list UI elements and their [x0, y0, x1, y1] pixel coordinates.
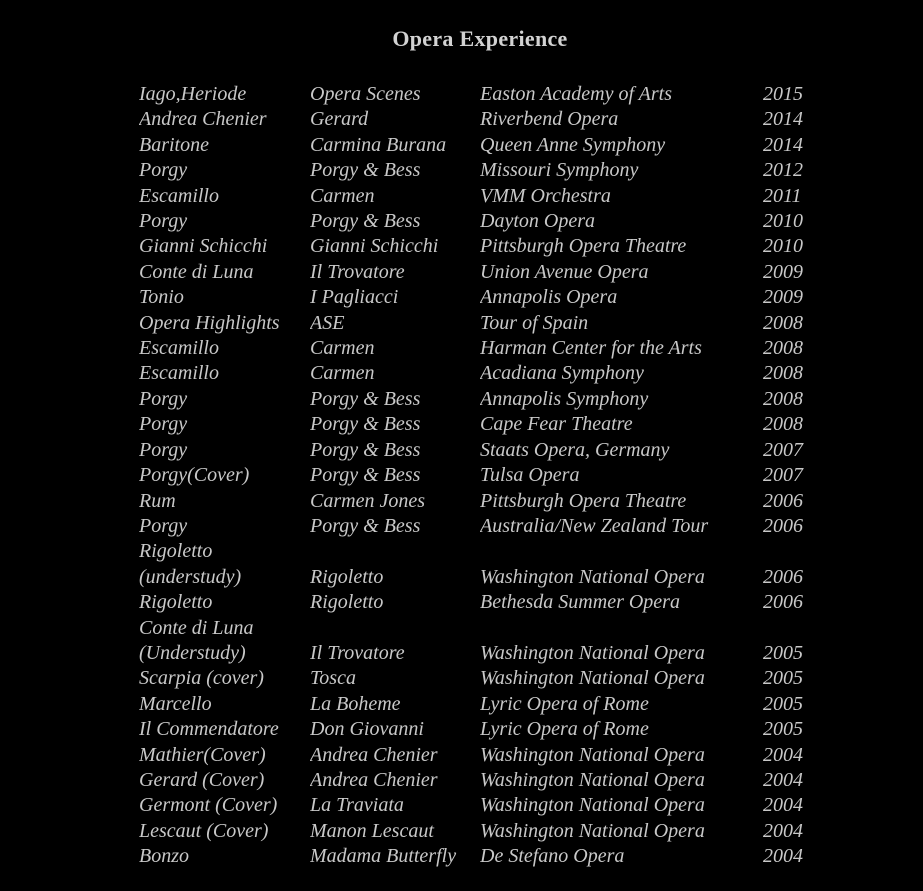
- table-row: [139, 844, 829, 869]
- table-row: [139, 336, 829, 361]
- company-cell: Washington National Opera: [480, 667, 705, 690]
- opera-cell: Rigoletto: [310, 565, 384, 588]
- company-cell: Missouri Symphony: [480, 159, 639, 182]
- role-cell: Marcello: [139, 692, 212, 715]
- year-cell: 2009: [763, 286, 803, 309]
- opera-cell: Madama Butterfly: [310, 845, 457, 868]
- role-cell: Escamillo: [139, 184, 219, 207]
- opera-cell: Carmen: [310, 337, 375, 360]
- role-cell: Porgy(Cover): [139, 464, 250, 487]
- table-row: [139, 133, 829, 158]
- role-cell: (Understudy): [139, 641, 246, 664]
- role-cell: Escamillo: [139, 362, 219, 385]
- year-cell: 2015: [763, 83, 803, 105]
- table-row: [139, 260, 829, 285]
- year-cell: 2014: [763, 108, 803, 131]
- year-cell: 2005: [763, 667, 803, 690]
- table-row: [139, 819, 829, 844]
- table-row: [139, 82, 829, 107]
- company-cell: Annapolis Opera: [480, 286, 618, 309]
- role-cell: Rigoletto: [139, 591, 213, 614]
- opera-cell: Porgy & Bess: [310, 413, 421, 436]
- company-cell: Easton Academy of Arts: [480, 83, 673, 105]
- company-cell: Washington National Opera: [480, 743, 705, 766]
- year-cell: 2005: [763, 692, 803, 715]
- year-cell: 2004: [763, 768, 803, 791]
- table-row: [139, 234, 829, 259]
- table-row: [139, 692, 829, 717]
- company-cell: Tour of Spain: [480, 311, 589, 334]
- opera-cell: Carmen: [310, 362, 375, 385]
- role-cell: Germont (Cover): [139, 794, 278, 817]
- table-row: [139, 743, 829, 768]
- role-cell: Escamillo: [139, 337, 219, 360]
- year-cell: 2005: [763, 641, 803, 664]
- company-cell: Pittsburgh Opera Theatre: [480, 235, 687, 258]
- opera-cell: La Traviata: [310, 794, 404, 817]
- role-cell: Porgy: [139, 438, 188, 461]
- role-cell: Rum: [139, 489, 176, 512]
- company-cell: [480, 616, 763, 641]
- role-cell: Andrea Chenier: [139, 108, 267, 131]
- table-row: [139, 641, 829, 666]
- table-row: [139, 184, 829, 209]
- role-cell: Opera Highlights: [139, 311, 280, 334]
- table-row: [139, 158, 829, 183]
- year-cell: 2005: [763, 718, 803, 741]
- table-row: [139, 565, 829, 590]
- year-cell: 2011: [763, 184, 802, 207]
- opera-cell: Andrea Chenier: [310, 768, 438, 791]
- role-cell: Gerard (Cover): [139, 768, 265, 791]
- page-title: Opera Experience: [392, 26, 568, 51]
- opera-cell: ASE: [310, 311, 345, 334]
- year-cell: 2014: [763, 133, 803, 156]
- year-cell: 2004: [763, 743, 803, 766]
- company-cell: De Stefano Opera: [480, 845, 625, 868]
- table-row: [139, 590, 829, 615]
- table-row: [139, 717, 829, 742]
- company-cell: [480, 539, 763, 564]
- opera-cell: Porgy & Bess: [310, 514, 421, 537]
- year-cell: 2008: [763, 362, 803, 385]
- opera-cell: Porgy & Bess: [310, 210, 421, 233]
- year-cell: 2008: [763, 337, 803, 360]
- company-cell: Riverbend Opera: [480, 108, 619, 131]
- year-cell: 2006: [763, 514, 803, 537]
- year-cell: 2012: [763, 159, 803, 182]
- year-cell: 2004: [763, 819, 803, 842]
- company-cell: Acadiana Symphony: [480, 362, 644, 385]
- year-cell: [763, 539, 823, 564]
- year-cell: 2004: [763, 794, 803, 817]
- role-cell: Lescaut (Cover): [139, 819, 269, 842]
- table-row: [139, 463, 829, 488]
- company-cell: Staats Opera, Germany: [480, 438, 670, 461]
- opera-cell: Rigoletto: [310, 591, 384, 614]
- company-cell: Washington National Opera: [480, 768, 705, 791]
- opera-cell: Andrea Chenier: [310, 743, 438, 766]
- company-cell: Union Avenue Opera: [480, 260, 649, 283]
- role-cell: Il Commendatore: [139, 718, 279, 741]
- opera-cell: Tosca: [310, 667, 356, 690]
- company-cell: Australia/New Zealand Tour: [480, 514, 709, 537]
- company-cell: Washington National Opera: [480, 641, 705, 664]
- company-cell: Tulsa Opera: [480, 464, 580, 487]
- table-row: [139, 285, 829, 310]
- role-cell: Porgy: [139, 413, 188, 436]
- role-cell: Mathier(Cover): [139, 743, 266, 766]
- year-cell: 2009: [763, 260, 803, 283]
- year-cell: 2008: [763, 387, 803, 410]
- opera-cell: Manon Lescaut: [310, 819, 434, 842]
- opera-cell: Gianni Schicchi: [310, 235, 439, 258]
- opera-cell: Carmen: [310, 184, 375, 207]
- role-cell: Gianni Schicchi: [139, 235, 268, 258]
- table-row: [139, 489, 829, 514]
- table-row: [139, 438, 829, 463]
- role-cell: (understudy): [139, 565, 242, 588]
- year-cell: 2007: [763, 438, 803, 461]
- role-cell: Rigoletto: [139, 540, 213, 563]
- table-row: [139, 311, 829, 336]
- role-cell: Tonio: [139, 286, 184, 309]
- table-row: [139, 387, 829, 412]
- opera-cell: [310, 616, 480, 641]
- company-cell: Washington National Opera: [480, 819, 705, 842]
- opera-cell: Porgy & Bess: [310, 438, 421, 461]
- opera-cell: Il Trovatore: [310, 260, 405, 283]
- table-row: [139, 107, 829, 132]
- role-cell: Porgy: [139, 387, 188, 410]
- year-cell: [763, 616, 823, 641]
- opera-cell: Gerard: [310, 108, 369, 131]
- opera-cell: Carmen Jones: [310, 489, 425, 512]
- company-cell: Bethesda Summer Opera: [480, 591, 680, 614]
- role-cell: Porgy: [139, 210, 188, 233]
- table-row: [139, 361, 829, 386]
- opera-cell: Porgy & Bess: [310, 387, 421, 410]
- company-cell: Washington National Opera: [480, 565, 705, 588]
- role-cell: Porgy: [139, 159, 188, 182]
- company-cell: VMM Orchestra: [480, 184, 611, 207]
- table-row: [139, 514, 829, 539]
- role-cell: Porgy: [139, 514, 188, 537]
- table-row: [139, 412, 829, 437]
- company-cell: Lyric Opera of Rome: [480, 718, 649, 741]
- opera-cell: Opera Scenes: [310, 83, 421, 105]
- table-row: [139, 209, 829, 234]
- year-cell: 2006: [763, 565, 803, 588]
- opera-cell: La Boheme: [310, 692, 401, 715]
- company-cell: Harman Center for the Arts: [480, 337, 702, 360]
- role-cell: Scarpia (cover): [139, 667, 264, 690]
- opera-cell: Il Trovatore: [310, 641, 405, 664]
- year-cell: 2008: [763, 413, 803, 436]
- year-cell: 2006: [763, 591, 803, 614]
- role-cell: Baritone: [139, 133, 209, 156]
- experience-table: [139, 82, 829, 870]
- table-row: [139, 793, 829, 818]
- year-cell: 2010: [763, 210, 803, 233]
- year-cell: 2006: [763, 489, 803, 512]
- company-cell: Annapolis Symphony: [480, 387, 649, 410]
- company-cell: Pittsburgh Opera Theatre: [480, 489, 687, 512]
- company-cell: Lyric Opera of Rome: [480, 692, 649, 715]
- company-cell: Queen Anne Symphony: [480, 133, 666, 156]
- role-cell: Conte di Luna: [139, 260, 254, 283]
- table-row: [139, 616, 829, 641]
- opera-cell: Carmina Burana: [310, 133, 447, 156]
- opera-cell: Don Giovanni: [310, 718, 424, 741]
- role-cell: Iago,Heriode: [139, 83, 247, 105]
- opera-cell: Porgy & Bess: [310, 159, 421, 182]
- role-cell: Bonzo: [139, 845, 189, 868]
- opera-cell: I Pagliacci: [310, 286, 399, 309]
- table-row: [139, 666, 829, 691]
- opera-cell: Porgy & Bess: [310, 464, 421, 487]
- year-cell: 2010: [763, 235, 803, 258]
- table-row: [139, 768, 829, 793]
- year-cell: 2004: [763, 845, 803, 868]
- company-cell: Washington National Opera: [480, 794, 705, 817]
- opera-cell: [310, 539, 480, 564]
- year-cell: 2007: [763, 464, 803, 487]
- table-row: [139, 539, 829, 564]
- company-cell: Cape Fear Theatre: [480, 413, 633, 436]
- company-cell: Dayton Opera: [480, 210, 595, 233]
- role-cell: Conte di Luna: [139, 616, 254, 639]
- year-cell: 2008: [763, 311, 803, 334]
